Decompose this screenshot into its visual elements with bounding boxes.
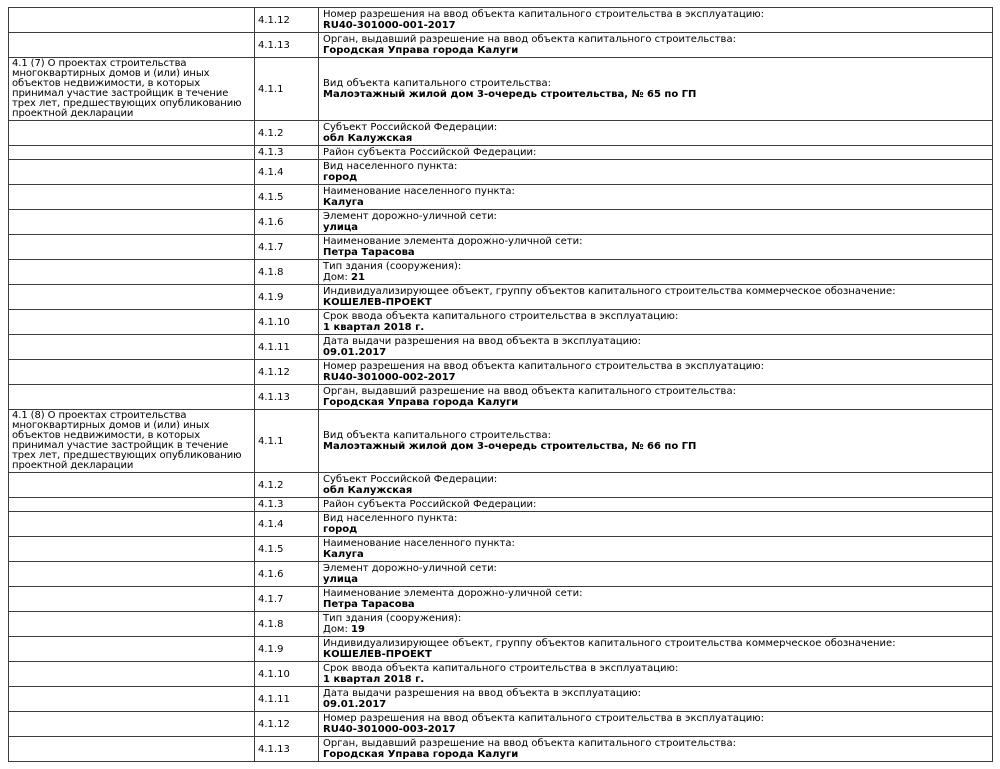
field-label: Индивидуализирующее объект, группу объектов капитального строительства коммерческое обозначение: <box>323 638 896 649</box>
field-cell <box>319 637 993 662</box>
table-row <box>9 360 993 385</box>
field-label: Наименование элемента дорожно-уличной сети: <box>323 588 583 599</box>
field-value-text: Городская Управа города Калуги <box>323 45 519 56</box>
row-code: 4.1.11 <box>255 335 319 360</box>
field-value <box>323 222 988 233</box>
field-label: Элемент дорожно-уличной сети: <box>323 563 497 574</box>
row-code: 4.1.2 <box>255 121 319 146</box>
field-value-text: Малоэтажный жилой дом 3-очередь строительства, № 66 по ГП <box>323 441 697 452</box>
field-cell <box>319 537 993 562</box>
row-code: 4.1.1 <box>255 58 319 121</box>
field-value <box>323 649 988 660</box>
field-value-text: обл Калужская <box>323 133 413 144</box>
field-value-prefix: Дом: <box>323 624 352 635</box>
field-label: Вид населенного пункта: <box>323 513 458 524</box>
row-code: 4.1.3 <box>255 146 319 160</box>
table-row <box>9 58 993 121</box>
table-row <box>9 587 993 612</box>
row-code: 4.1.3 <box>255 498 319 512</box>
field-value-text: КОШЕЛЕВ-ПРОЕКТ <box>323 649 432 660</box>
table-row <box>9 185 993 210</box>
field-cell <box>319 210 993 235</box>
field-value <box>323 297 988 308</box>
field-label: Дата выдачи разрешения на ввод объекта в эксплуатацию: <box>323 688 641 699</box>
empty-left-cell <box>9 335 255 360</box>
field-cell <box>319 310 993 335</box>
empty-left-cell <box>9 385 255 410</box>
field-label: Номер разрешения на ввод объекта капитального строительства в эксплуатацию: <box>323 361 765 372</box>
field-value <box>323 485 988 496</box>
row-code: 4.1.8 <box>255 260 319 285</box>
field-value-text: улица <box>323 574 359 585</box>
field-cell <box>319 235 993 260</box>
table-row <box>9 335 993 360</box>
field-value-text: Городская Управа города Калуги <box>323 749 519 760</box>
empty-left-cell <box>9 687 255 712</box>
field-cell <box>319 33 993 58</box>
field-label: Номер разрешения на ввод объекта капитального строительства в эксплуатацию: <box>323 9 765 20</box>
empty-left-cell <box>9 712 255 737</box>
table-row <box>9 712 993 737</box>
empty-left-cell <box>9 662 255 687</box>
section-title-cell <box>9 58 255 121</box>
empty-left-cell <box>9 146 255 160</box>
row-code: 4.1.5 <box>255 537 319 562</box>
field-value-text: город <box>323 524 358 535</box>
field-value <box>323 574 988 585</box>
field-value <box>323 247 988 258</box>
field-cell <box>319 687 993 712</box>
field-value <box>323 133 988 144</box>
field-cell <box>319 587 993 612</box>
field-value <box>323 322 988 333</box>
field-label: Срок ввода объекта капитального строительства в эксплуатацию: <box>323 311 679 322</box>
field-cell <box>319 58 993 121</box>
row-code: 4.1.10 <box>255 310 319 335</box>
section-title: 4.1 (7) О проектах строительства многоквартирных домов и (или) иных объектов недвижимости, в которых принимал участие застройщик в течение трех лет, предшествующих опубликованию проектной декларации <box>12 58 242 119</box>
field-label: Район субъекта Российской Федерации: <box>323 147 537 158</box>
empty-left-cell <box>9 360 255 385</box>
table-row <box>9 473 993 498</box>
field-value <box>323 45 988 56</box>
empty-left-cell <box>9 160 255 185</box>
row-code: 4.1.4 <box>255 512 319 537</box>
field-cell <box>319 562 993 587</box>
empty-left-cell <box>9 498 255 512</box>
field-label: Орган, выдавший разрешение на ввод объекта капитального строительства: <box>323 738 736 749</box>
section-title-cell <box>9 410 255 473</box>
field-value-text: Городская Управа города Калуги <box>323 397 519 408</box>
field-value-text: улица <box>323 222 359 233</box>
field-cell <box>319 146 993 160</box>
empty-left-cell <box>9 210 255 235</box>
row-code: 4.1.12 <box>255 360 319 385</box>
field-cell <box>319 498 993 512</box>
field-value <box>323 172 988 183</box>
field-cell <box>319 473 993 498</box>
field-cell <box>319 662 993 687</box>
field-label: Вид объекта капитального строительства: <box>323 78 552 89</box>
table-row <box>9 235 993 260</box>
field-value-prefix: Дом: <box>323 272 352 283</box>
field-value-text: обл Калужская <box>323 485 413 496</box>
empty-left-cell <box>9 612 255 637</box>
field-label: Номер разрешения на ввод объекта капитального строительства в эксплуатацию: <box>323 713 765 724</box>
table-row <box>9 498 993 512</box>
row-code: 4.1.7 <box>255 587 319 612</box>
field-label: Наименование элемента дорожно-уличной сети: <box>323 236 583 247</box>
field-value <box>323 89 988 100</box>
row-code: 4.1.11 <box>255 687 319 712</box>
table-row <box>9 160 993 185</box>
field-value <box>323 674 988 685</box>
field-value-text: 21 <box>351 272 365 283</box>
row-code: 4.1.12 <box>255 8 319 33</box>
field-value <box>323 699 988 710</box>
field-value-text: 09.01.2017 <box>323 347 387 358</box>
field-label: Дата выдачи разрешения на ввод объекта в эксплуатацию: <box>323 336 641 347</box>
empty-left-cell <box>9 537 255 562</box>
empty-left-cell <box>9 185 255 210</box>
field-value-text: Малоэтажный жилой дом 3-очередь строительства, № 65 по ГП <box>323 89 697 100</box>
table-row <box>9 8 993 33</box>
empty-left-cell <box>9 562 255 587</box>
table-row <box>9 260 993 285</box>
field-value <box>323 372 988 383</box>
field-value <box>323 724 988 735</box>
table-row <box>9 146 993 160</box>
field-label: Вид объекта капитального строительства: <box>323 430 552 441</box>
table-row <box>9 562 993 587</box>
section-title: 4.1 (8) О проектах строительства многоквартирных домов и (или) иных объектов недвижимости, в которых принимал участие застройщик в течение трех лет, предшествующих опубликованию проектной декларации <box>12 410 242 471</box>
empty-left-cell <box>9 260 255 285</box>
field-value-text: 19 <box>351 624 365 635</box>
field-label: Тип здания (сооружения): <box>323 261 462 272</box>
row-code: 4.1.9 <box>255 285 319 310</box>
table-row <box>9 33 993 58</box>
field-label: Субъект Российской Федерации: <box>323 122 498 133</box>
field-value <box>323 624 988 635</box>
table-row <box>9 310 993 335</box>
row-code: 4.1.7 <box>255 235 319 260</box>
field-value <box>323 441 988 452</box>
row-code: 4.1.2 <box>255 473 319 498</box>
field-value-text: 1 квартал 2018 г. <box>323 322 425 333</box>
field-value-text: Калуга <box>323 549 364 560</box>
field-value-text: Петра Тарасова <box>323 599 415 610</box>
field-label: Элемент дорожно-уличной сети: <box>323 211 497 222</box>
table-row <box>9 537 993 562</box>
empty-left-cell <box>9 310 255 335</box>
row-code: 4.1.4 <box>255 160 319 185</box>
table-row <box>9 285 993 310</box>
table-row <box>9 385 993 410</box>
empty-left-cell <box>9 637 255 662</box>
table-row <box>9 512 993 537</box>
field-value-text: город <box>323 172 358 183</box>
empty-left-cell <box>9 587 255 612</box>
row-code: 4.1.13 <box>255 385 319 410</box>
table-row <box>9 637 993 662</box>
field-value <box>323 749 988 760</box>
field-label: Орган, выдавший разрешение на ввод объекта капитального строительства: <box>323 34 736 45</box>
row-code: 4.1.5 <box>255 185 319 210</box>
field-value-text: КОШЕЛЕВ-ПРОЕКТ <box>323 297 432 308</box>
empty-left-cell <box>9 121 255 146</box>
declaration-table-body <box>9 8 993 762</box>
empty-left-cell <box>9 285 255 310</box>
field-value <box>323 197 988 208</box>
field-cell <box>319 612 993 637</box>
field-value-text: RU40-301000-003-2017 <box>323 724 456 735</box>
field-cell <box>319 360 993 385</box>
field-value <box>323 397 988 408</box>
field-value-text: RU40-301000-002-2017 <box>323 372 456 383</box>
table-row <box>9 210 993 235</box>
field-value <box>323 20 988 31</box>
row-code: 4.1.8 <box>255 612 319 637</box>
field-value <box>323 347 988 358</box>
field-value-text: Калуга <box>323 197 364 208</box>
empty-left-cell <box>9 235 255 260</box>
table-row <box>9 121 993 146</box>
field-value-text: 09.01.2017 <box>323 699 387 710</box>
field-label: Срок ввода объекта капитального строительства в эксплуатацию: <box>323 663 679 674</box>
field-label: Орган, выдавший разрешение на ввод объекта капитального строительства: <box>323 386 736 397</box>
row-code: 4.1.10 <box>255 662 319 687</box>
field-label: Индивидуализирующее объект, группу объектов капитального строительства коммерческое обозначение: <box>323 286 896 297</box>
row-code: 4.1.12 <box>255 712 319 737</box>
declaration-table <box>8 7 993 762</box>
empty-left-cell <box>9 33 255 58</box>
table-row <box>9 737 993 762</box>
field-cell <box>319 8 993 33</box>
field-cell <box>319 512 993 537</box>
field-label: Район субъекта Российской Федерации: <box>323 499 537 510</box>
field-cell <box>319 121 993 146</box>
empty-left-cell <box>9 512 255 537</box>
field-value <box>323 272 988 283</box>
field-label: Тип здания (сооружения): <box>323 613 462 624</box>
field-label: Субъект Российской Федерации: <box>323 474 498 485</box>
table-row <box>9 662 993 687</box>
field-cell <box>319 385 993 410</box>
row-code: 4.1.6 <box>255 562 319 587</box>
field-cell <box>319 335 993 360</box>
row-code: 4.1.6 <box>255 210 319 235</box>
field-value <box>323 599 988 610</box>
field-value-text: RU40-301000-001-2017 <box>323 20 456 31</box>
empty-left-cell <box>9 737 255 762</box>
field-label: Наименование населенного пункта: <box>323 186 515 197</box>
field-label: Наименование населенного пункта: <box>323 538 515 549</box>
field-cell <box>319 160 993 185</box>
table-row <box>9 410 993 473</box>
field-value-text: Петра Тарасова <box>323 247 415 258</box>
row-code: 4.1.13 <box>255 737 319 762</box>
field-value <box>323 524 988 535</box>
field-cell <box>319 737 993 762</box>
field-value <box>323 549 988 560</box>
row-code: 4.1.1 <box>255 410 319 473</box>
field-cell <box>319 285 993 310</box>
field-label: Вид населенного пункта: <box>323 161 458 172</box>
field-cell <box>319 260 993 285</box>
table-row <box>9 687 993 712</box>
row-code: 4.1.13 <box>255 33 319 58</box>
field-cell <box>319 185 993 210</box>
field-cell <box>319 410 993 473</box>
table-row <box>9 612 993 637</box>
field-cell <box>319 712 993 737</box>
row-code: 4.1.9 <box>255 637 319 662</box>
field-value-text: 1 квартал 2018 г. <box>323 674 425 685</box>
empty-left-cell <box>9 473 255 498</box>
empty-left-cell <box>9 8 255 33</box>
